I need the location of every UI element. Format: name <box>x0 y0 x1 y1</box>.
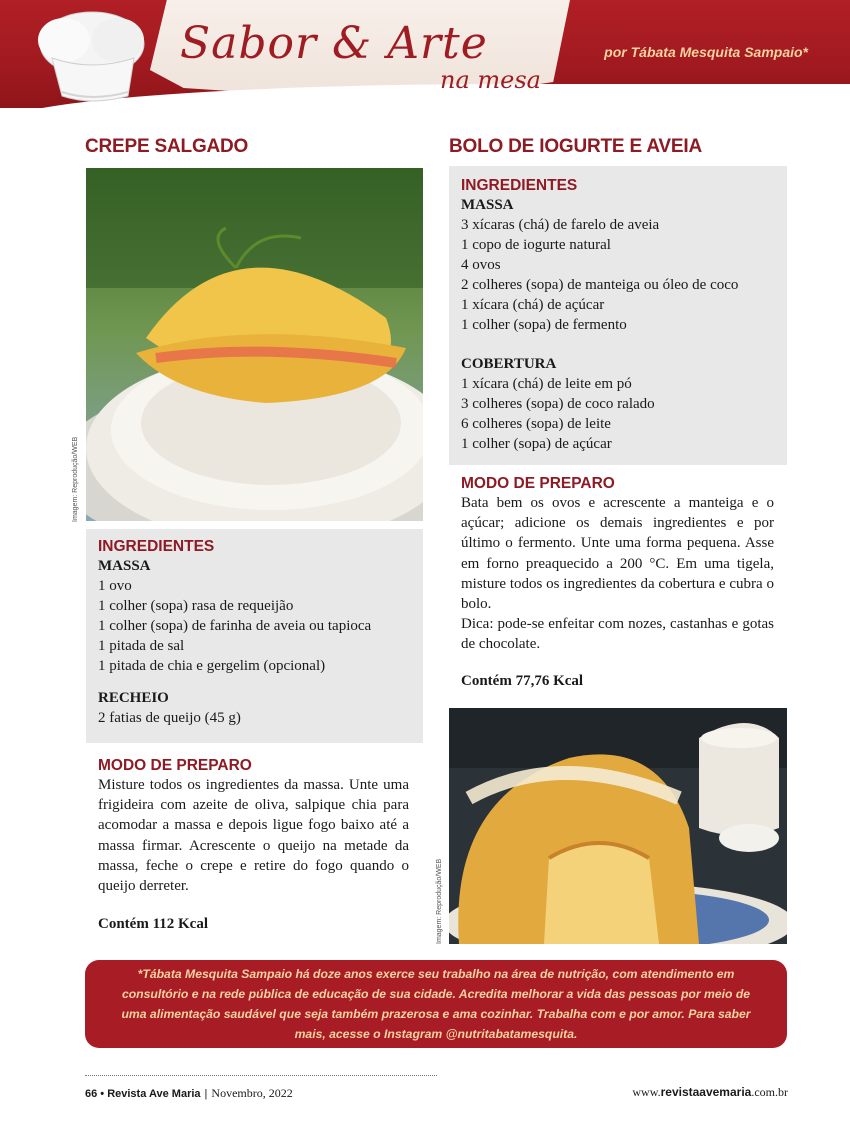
crepe-recheio-heading: RECHEIO <box>98 690 169 706</box>
url-domain: revistaavemaria <box>660 1085 752 1099</box>
page-number-magazine: 66 • Revista Ave Maria <box>85 1088 201 1100</box>
issue-date: Novembro, 2022 <box>211 1086 293 1100</box>
list-item: 2 colheres (sopa) de manteiga ou óleo de coco <box>461 277 739 293</box>
url-prefix: www. <box>632 1085 661 1099</box>
list-item: 1 xícara (chá) de leite em pó <box>461 376 632 392</box>
bolo-method-text: Bata bem os ovos e acrescente a manteiga e o açúcar; adicione os demais ingredientes e por último o fermento. Unte uma forma pequena. Asse em forno preaquecido a 200 °C. Em uma tigela, misture todos os ingredientes da cobertura e cubra o bolo. <box>461 495 774 613</box>
author-note-box <box>85 960 787 1048</box>
bolo-photo <box>449 708 787 944</box>
bolo-image-credit: Imagem: Reprodução/WEB <box>436 858 443 944</box>
list-item: 6 colheres (sopa) de leite <box>461 416 611 432</box>
url-suffix: .com.br <box>751 1085 788 1099</box>
footer-url[interactable] <box>632 1085 788 1100</box>
list-item: 2 fatias de queijo (45 g) <box>98 710 241 726</box>
crepe-title: CREPE SALGADO <box>85 136 249 157</box>
list-item: 1 colher (sopa) de açúcar <box>461 436 612 452</box>
crepe-ingredients-heading: INGREDIENTES <box>98 538 215 555</box>
magazine-section-logo: Sabor & Arte <box>180 18 488 69</box>
list-item: 4 ovos <box>461 257 501 273</box>
list-item: 1 pitada de sal <box>98 638 185 654</box>
author-note-text: *Tábata Mesquita Sampaio há doze anos exerce seu trabalho na área de nutrição, com atendimento em consultório e na rede pública de educação de sua cidade. Acredita melhorar a vida das pessoas por meio de uma alimentação saudável que seja também prazerosa e ama cozinhar. Trabalha com e por amor. Para saber mais, acesse o Instagram @nutritabatamesquita. <box>121 967 751 1041</box>
bolo-cobertura-heading: COBERTURA <box>461 356 557 372</box>
crepe-photo <box>86 168 423 521</box>
crepe-massa-heading: MASSA <box>98 558 151 574</box>
list-item: 1 ovo <box>98 578 132 594</box>
list-item: 1 colher (sopa) de farinha de aveia ou tapioca <box>98 618 372 634</box>
bolo-method-heading: MODO DE PREPARO <box>461 475 615 492</box>
magazine-section-logo-sub: na mesa <box>440 66 541 94</box>
crepe-kcal: Contém 112 Kcal <box>98 916 208 933</box>
header-banner <box>0 0 850 120</box>
list-item: 1 xícara (chá) de açúcar <box>461 297 605 313</box>
bolo-method <box>461 474 774 690</box>
bolo-tip-text: Dica: pode-se enfeitar com nozes, castanhas e gotas de chocolate. <box>461 616 774 653</box>
crepe-illustration <box>86 168 423 521</box>
footer-divider <box>85 1075 437 1076</box>
bolo-kcal: Contém 77,76 Kcal <box>461 672 584 689</box>
crepe-ingredients-box <box>86 529 423 743</box>
author-byline: por Tábata Mesquita Sampaio* <box>604 44 808 60</box>
list-item: 3 colheres (sopa) de coco ralado <box>461 396 655 412</box>
list-item: 1 colher (sopa) rasa de requeijão <box>98 598 294 614</box>
crepe-method <box>98 756 409 933</box>
list-item: 1 copo de iogurte natural <box>461 237 611 253</box>
bolo-massa-heading: MASSA <box>461 197 514 213</box>
list-item: 3 xícaras (chá) de farelo de aveia <box>461 217 660 233</box>
chef-hat-icon <box>22 6 162 110</box>
footer-separator: | <box>204 1088 208 1100</box>
list-item: 1 pitada de chia e gergelim (opcional) <box>98 658 326 674</box>
bolo-ingredients-box <box>449 166 787 465</box>
crepe-method-heading: MODO DE PREPARO <box>98 757 252 774</box>
list-item: 1 colher (sopa) de fermento <box>461 317 627 333</box>
crepe-method-text: Misture todos os ingredientes da massa. Unte uma frigideira com azeite de oliva, salpique chia para acomodar a massa e depois ligue fogo baixo até a massa firmar. Acrescente o queijo na metade da massa, feche o crepe e retire do fogo quando o queijo derreter. <box>98 777 409 895</box>
bolo-title: BOLO DE IOGURTE E AVEIA <box>449 136 702 157</box>
footer-left <box>85 1086 293 1101</box>
bolo-ingredients-heading: INGREDIENTES <box>461 177 578 194</box>
crepe-image-credit: Imagem: Reprodução/WEB <box>72 436 79 522</box>
cake-illustration <box>449 708 787 944</box>
